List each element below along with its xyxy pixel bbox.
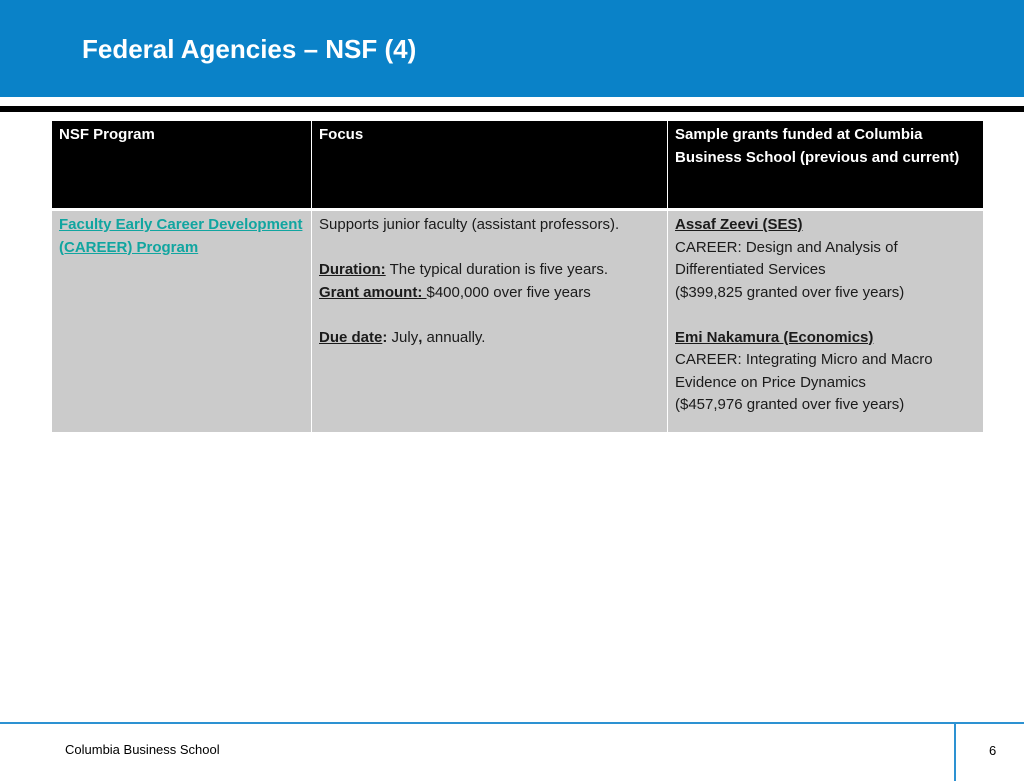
grant-amount: ($457,976 granted over five years) [675,396,905,413]
due-date-value-frequency: annually. [422,328,486,346]
grant-amount-label: Grant amount: [319,283,427,301]
spacer [319,304,660,327]
header-focus: Focus [312,121,667,208]
grant-amount: ($399,825 granted over five years) [675,283,905,301]
header-sample-grants: Sample grants funded at Columbia Business School (previous and current) [668,121,983,208]
grant-title: CAREER: Design and Analysis of Differentiated Services [675,238,898,278]
grant-amount-value: $400,000 over five years [426,283,591,301]
due-date-value-month: July [387,328,419,346]
page-number: 6 [989,743,997,758]
due-date-line [319,327,660,350]
due-date-label: Due date [319,328,383,346]
program-cell [52,211,311,432]
header-rule [0,106,1024,112]
nsf-program-table [52,121,983,432]
slide-title: Federal Agencies – NSF (4) [82,34,417,64]
duration-value: The typical duration is five years. [385,261,608,278]
footer-rule [0,722,1024,724]
footer-org-name: Columbia Business School [65,742,220,757]
spacer [675,304,976,327]
duration-line [319,259,660,282]
table-header-row [52,121,983,208]
sample-grants-cell [668,211,983,432]
duration-label: Duration: [319,261,386,278]
career-program-link[interactable]: Faculty Early Career Development (CAREER) Program [59,216,303,256]
focus-cell [312,211,667,432]
title-bar [0,0,1024,97]
footer-divider [954,724,956,781]
due-date-colon: : [382,328,388,346]
spacer [319,237,660,260]
header-nsf-program: NSF Program [52,121,311,208]
grant-recipient-name: Assaf Zeevi (SES) [675,216,803,233]
grant-amount-line [319,282,660,305]
grant-title: CAREER: Integrating Micro and Macro Evidence on Price Dynamics [675,351,933,391]
due-date-comma: , [418,328,423,346]
grant-recipient-name: Emi Nakamura (Economics) [675,328,874,346]
table-row [52,211,983,432]
focus-intro: Supports junior faculty (assistant professors). [319,216,620,233]
